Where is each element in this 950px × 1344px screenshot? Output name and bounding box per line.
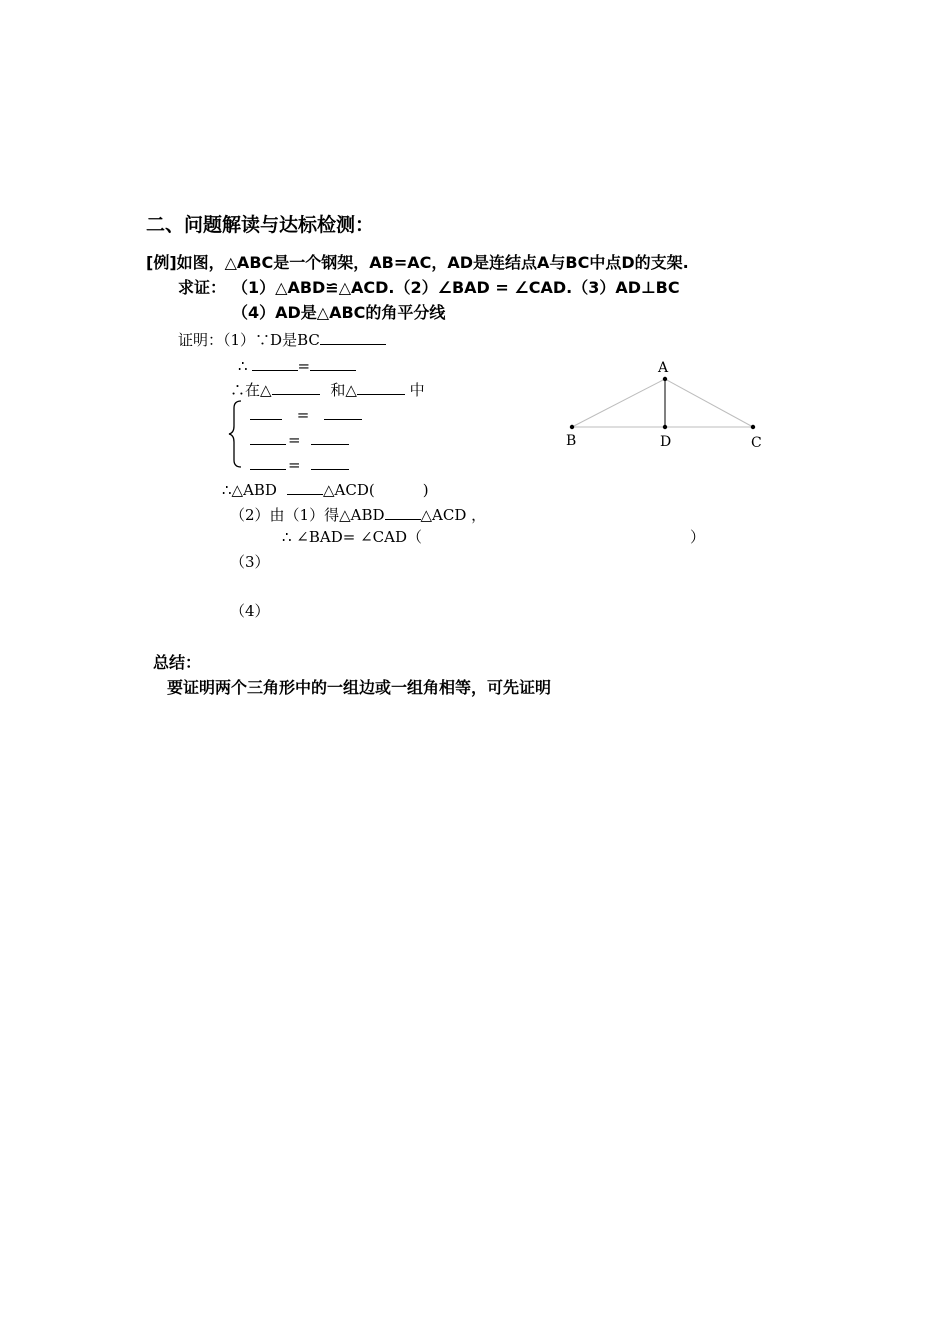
answer-blank[interactable] [357,380,405,395]
answer-blank[interactable] [287,480,323,495]
section-heading: 二、问题解读与达标检测： [146,214,375,236]
summary-text: 要证明两个三角形中的一组边或一组角相等，可先证明 [167,678,552,697]
answer-blank[interactable] [324,405,362,420]
equals-sign: = [288,431,301,449]
label-a: A [658,360,669,376]
prove-label: 求证： [178,278,227,297]
prove-items: （1）△ABD≌△ACD.（2）∠BAD = ∠CAD.（3）AD⊥BC [232,278,680,297]
equals-sign: = [288,456,301,474]
in-prefix: ∴在△ [230,381,272,399]
step2-prefix: （2）由（1）得△ABD [230,506,385,524]
conclude-mid: △ACD( [322,481,375,499]
curly-brace [228,400,244,468]
answer-blank[interactable] [311,430,349,445]
proof-step-4: （4） [230,602,270,620]
condition-row-3 [250,455,349,473]
point-c [751,425,755,429]
prove-item-4: （4）AD是△ABC的角平分线 [232,303,446,322]
label-d: D [660,434,672,450]
answer-blank[interactable] [311,455,349,470]
conclude-suffix: ) [422,481,429,499]
example-statement: [例]如图，△ABC是一个钢架，AB=AC，AD是连结点A与BC中点D的支架. [146,253,689,272]
conclude-prefix: ∴△ABD [222,481,277,499]
proof-step-3: （3） [230,553,270,571]
proof-step-therefore-1 [238,356,356,374]
step2-suffix: △ACD ， [420,506,487,524]
in-suffix: 中 [409,381,425,399]
side-ac [665,379,753,427]
proof-step-2-conclusion [282,530,705,545]
side-ab [572,379,665,427]
step2-conclude: ∴ ∠BAD= ∠CAD（ [282,528,423,546]
point-d [663,425,667,429]
therefore-symbol: ∴ [238,357,248,375]
label-b: B [566,433,577,449]
in-and: 和△ [330,381,357,399]
label-c: C [751,435,762,451]
answer-blank[interactable] [250,430,286,445]
proof-in-triangles [230,380,425,398]
proof-intro-text: 证明：（1）∵D是BC [178,331,320,349]
condition-row-2 [250,430,349,448]
answer-blank[interactable] [310,356,356,371]
answer-blank[interactable] [252,356,298,371]
answer-blank[interactable] [272,380,320,395]
equals-sign: = [297,357,311,375]
proof-step-2 [230,505,486,523]
answer-blank[interactable] [250,455,286,470]
answer-blank[interactable] [320,330,386,345]
step2-close: ） [690,528,706,546]
summary-title: 总结： [153,653,202,672]
answer-blank[interactable] [385,505,421,520]
condition-row-1 [250,405,362,423]
equals-sign: = [296,406,310,424]
proof-intro [178,330,386,348]
point-b [570,425,574,429]
point-a [663,377,667,381]
proof-conclusion-1 [222,480,429,498]
answer-blank[interactable] [250,405,282,420]
